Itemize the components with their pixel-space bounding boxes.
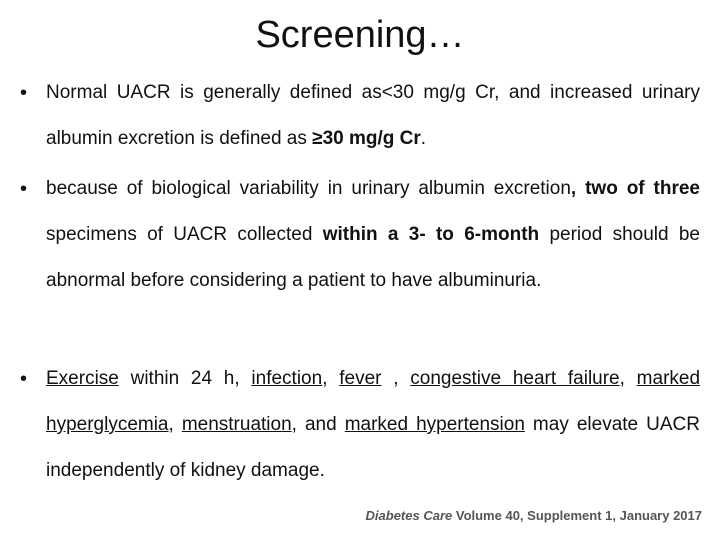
citation-footer [366, 508, 702, 523]
bullet-item-3 [20, 356, 700, 494]
bullet-text-2 [46, 166, 700, 304]
text-run: because of biological variability in urinary albumin excretion [46, 178, 571, 199]
text-run: within 24 h, [118, 368, 252, 389]
bullet-symbol: • [20, 82, 28, 104]
text-run-underlined: Exercise [46, 368, 119, 389]
text-run: Normal UACR is generally defined as<30 mg/g Cr, and increased urinary albumin excretion is defined as [46, 82, 700, 149]
text-run: , [381, 368, 411, 389]
text-run: , and [291, 414, 345, 435]
bullet-item-2 [20, 166, 700, 304]
text-run-bold: , two of three [570, 178, 700, 199]
text-run-underlined: marked hypertension [344, 414, 525, 435]
bullet-item-1 [20, 70, 700, 162]
text-run: . [420, 128, 427, 149]
text-run: , [322, 368, 340, 389]
text-run-bold: within a 3- to 6-month [322, 224, 540, 245]
text-run-underlined: infection [251, 368, 323, 389]
text-run: may elevate UACR independently of kidney damage. [46, 414, 700, 481]
slide-title: Screening… [255, 14, 465, 56]
text-run-underlined: marked hyperglycemia [46, 368, 701, 435]
text-run-underlined: menstruation [181, 414, 292, 435]
citation-details: Volume 40, Supplement 1, January 2017 [452, 508, 702, 523]
text-run: , [619, 368, 637, 389]
text-run-underlined: congestive heart failure [410, 368, 620, 389]
text-run-underlined: fever [339, 368, 382, 389]
text-run: period should be abnormal before considering a patient to have albuminuria. [46, 224, 700, 291]
text-run-bold: ≥30 mg/g Cr [312, 128, 421, 149]
text-run: specimens of UACR collected [46, 224, 323, 245]
journal-name: Diabetes Care [365, 508, 453, 523]
text-run: , [168, 414, 182, 435]
bullet-symbol: • [20, 178, 28, 200]
bullet-symbol: • [20, 368, 28, 390]
bullet-text-1 [46, 70, 700, 162]
bullet-text-3 [46, 356, 700, 494]
